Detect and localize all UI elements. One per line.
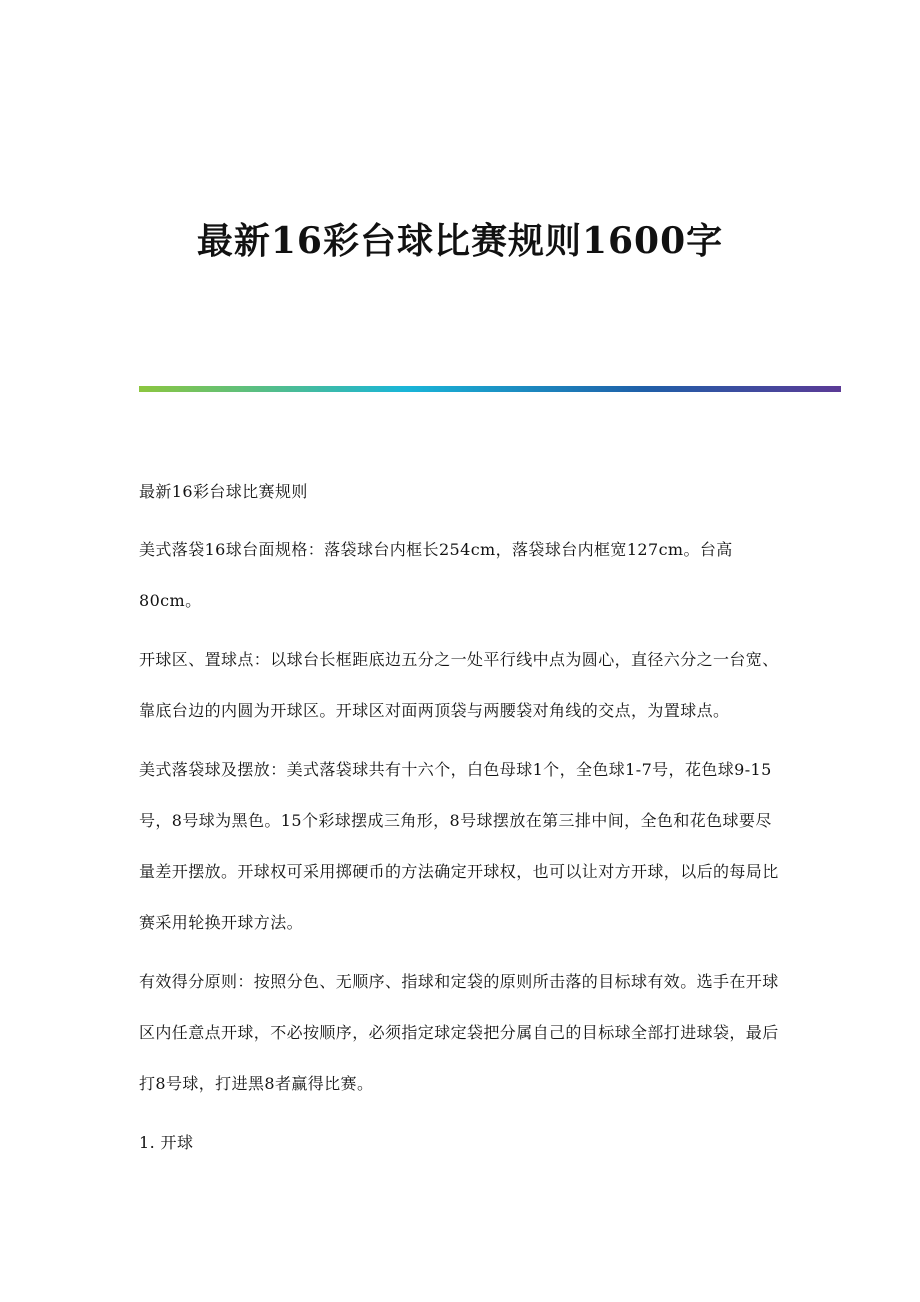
title-divider <box>139 386 841 392</box>
paragraph-balls-rack: 美式落袋球及摆放：美式落袋球共有十六个，白色母球1个，全色球1-7号，花色球9-15号，8号球为黑色。15个彩球摆成三角形，8号球摆放在第三排中间，全色和花色球要尽量差开摆放。开球权可采用掷硬币的方法确定开球权，也可以让对方开球，以后的每局比赛采用轮换开球方法。 <box>139 760 779 932</box>
paragraph-break-zone: 开球区、置球点：以球台长框距底边五分之一处平行线中点为圆心，直径六分之一台宽、靠底台边的内圆为开球区。开球区对面两顶袋与两腰袋对角线的交点，为置球点。 <box>139 650 779 720</box>
document-title: 最新16彩台球比赛规则1600字 <box>196 220 724 262</box>
document-body <box>139 466 779 1168</box>
paragraph-table-spec: 美式落袋16球台面规格：落袋球台内框长254cm，落袋球台内框宽127cm。台高80cm。 <box>139 540 733 610</box>
paragraph-scoring: 有效得分原则：按照分色、无顺序、指球和定袋的原则所击落的目标球有效。选手在开球区内任意点开球，不必按顺序，必须指定球定袋把分属自己的目标球全部打进球袋，最后打8号球，打进黑8者赢得比赛。 <box>139 972 779 1093</box>
section-heading-break: 1. 开球 <box>139 1133 194 1152</box>
paragraph-subtitle: 最新16彩台球比赛规则 <box>139 482 308 501</box>
